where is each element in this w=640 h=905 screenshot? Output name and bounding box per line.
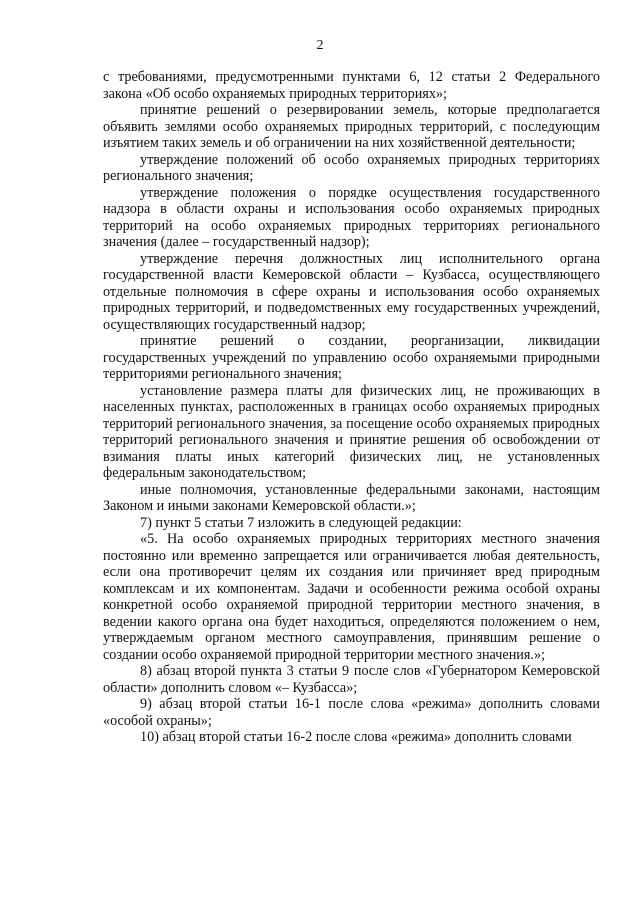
- paragraph-land-reservation: принятие решений о резервировании земель, которые предполагается объявить землями особо охраняемых природных территорий, с последующим изъятием таких земель и об ограничении на них хозяйственной деятельности;: [103, 102, 600, 151]
- paragraph-state-institutions: принятие решений о создании, реорганизации, ликвидации государственных учреждений по управлению особо охраняемыми природными территориями регионального значения;: [103, 333, 600, 382]
- paragraph-approval-of-provisions: утверждение положений об особо охраняемых природных территориях регионального значения;: [103, 151, 600, 184]
- document-body: [103, 69, 600, 746]
- paragraph-state-supervision-procedure: утверждение положения о порядке осуществления государственного надзора в области охраны и использования особо охраняемых природных территорий на особо охраняемых природных территориях регионального значения (далее – государственный надзор);: [103, 184, 600, 250]
- paragraph-item-7: 7) пункт 5 статьи 7 изложить в следующей редакции:: [140, 514, 462, 531]
- paragraph-item-10: 10) абзац второй статьи 16-2 после слова «режима» дополнить словами: [140, 729, 572, 745]
- paragraph-requirements-continuation: с требованиями, предусмотренными пунктами 6, 12 статьи 2 Федерального закона «Об особо охраняемых природных территориях»;: [103, 69, 600, 102]
- paragraph-item-9: 9) абзац второй статьи 16-1 после слова «режима» дополнить словами «особой охраны»;: [103, 696, 600, 729]
- paragraph-list-of-officials: утверждение перечня должностных лиц исполнительного органа государственной власти Кемеровской области – Кузбасса, осуществляющего отдельные полномочия в сфере охраны и использования особо охраняемых природных территорий, и подведомственных ему государственных учреждений, осуществляющих государственный надзор;: [103, 250, 600, 333]
- paragraph-other-powers: иные полномочия, установленные федеральными законами, настоящим Законом и иными законами Кемеровской области.»;: [103, 481, 600, 514]
- paragraph-item-8: 8) абзац второй пункта 3 статьи 9 после слов «Губернатором Кемеровской области» дополнить словом «– Кузбасса»;: [103, 663, 600, 696]
- paragraph-local-significance-territories: «5. На особо охраняемых природных территориях местного значения постоянно или временно запрещается или ограничивается любая деятельность, если она противоречит целям их создания или причиняет вред природным комплексам и их компонентам. Задачи и особенности режима особой охраны конкретной особо охраняемой природной территории местного значения, в ведении какого органа она будет находиться, определяются положением о нем, утверждаемым органом местного самоуправления, принявшим решение о создании особо охраняемой природной территории местного значения.»;: [103, 531, 600, 663]
- page-number: 2: [316, 38, 324, 53]
- paragraph-visitor-fee: установление размера платы для физических лиц, не проживающих в населенных пунктах, расположенных в границах особо охраняемых природных территорий регионального значения, за посещение особо охраняемых природных территорий регионального значения и принятие решения об освобождении от взимания платы иных категорий физических лиц, не установленных федеральным законодательством;: [103, 382, 600, 481]
